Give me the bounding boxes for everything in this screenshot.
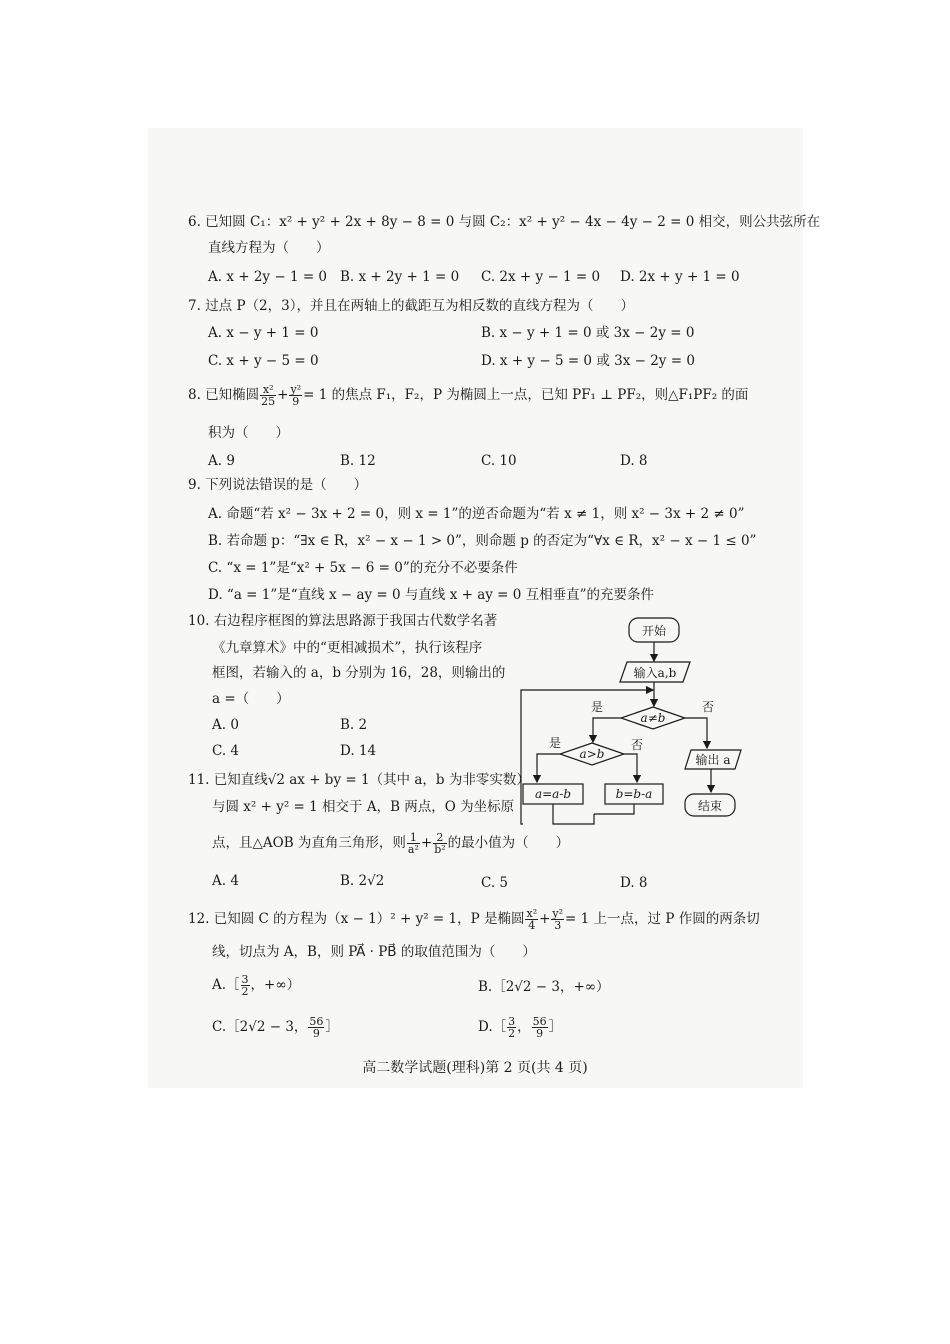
q7-stem: 7. 过点 P（2，3），并且在两轴上的截距互为相反数的直线方程为（ ） bbox=[188, 298, 634, 314]
start-label: 开始 bbox=[641, 624, 667, 638]
q10-option-a: A. 0 bbox=[212, 717, 239, 733]
q9-option-b: B. 若命题 p：“∃x ∈ R，x² − x − 1 > 0”，则命题 p 的否定为“∀x ∈ R，x² − x − 1 ≤ 0” bbox=[208, 533, 757, 549]
q12-stem-line1: 12. 已知圆 C 的方程为（x − 1）² + y² = 1，P 是椭圆 $\frac{\text{x²}}{4}$ + $\frac{\text{y²}}{3}$ = 1 上一点，过 P 作圆的两条切 bbox=[188, 907, 760, 932]
q6-stem-line2: 直线方程为（ ） bbox=[208, 240, 330, 256]
q10-stem-line1: 10. 右边程序框图的算法思路源于我国古代数学名著 bbox=[188, 613, 498, 629]
fraction-2-b2: $\frac{2}{\text{b²}}$ bbox=[434, 831, 446, 856]
fraction-1-a2: $\frac{1}{\text{a²}}$ bbox=[407, 831, 419, 856]
assign2-label: b=b-a bbox=[615, 787, 653, 801]
q12-option-d: D.［ $\frac{3}{2}$ ， $\frac{56}{9}$ ］ bbox=[478, 1015, 563, 1040]
q11-option-b: B. 2√2 bbox=[340, 873, 385, 889]
fraction-y2-3: $\frac{\text{y²}}{3}$ bbox=[552, 907, 564, 932]
fraction-x2-25: $\frac{\text{x²}}{25}$ bbox=[261, 383, 276, 408]
flowchart bbox=[515, 612, 745, 827]
end-label: 结束 bbox=[697, 799, 723, 813]
q9-option-c: C. “x = 1”是“x² + 5x − 6 = 0”的充分不必要条件 bbox=[208, 560, 518, 576]
q10-option-b: B. 2 bbox=[340, 717, 368, 733]
q10-stem-line4: a =（ ） bbox=[212, 691, 290, 707]
q10-stem-line2: 《九章算术》中的“更相减损术”，执行该程序 bbox=[212, 640, 483, 656]
q7-option-b: B. x − y + 1 = 0 或 3x − 2y = 0 bbox=[481, 325, 695, 341]
page-footer: 高二数学试题(理科)第 2 页(共 4 页) bbox=[362, 1060, 588, 1076]
q9-option-a: A. 命题“若 x² − 3x + 2 = 0，则 x = 1”的逆否命题为“若 x ≠ 1，则 x² − 3x + 2 ≠ 0” bbox=[208, 506, 745, 522]
q6-option-a: A. x + 2y − 1 = 0 bbox=[208, 269, 328, 285]
q10-option-c: C. 4 bbox=[212, 743, 240, 759]
cond1-yes-label: 是 bbox=[590, 700, 604, 714]
fraction-3-2: $\frac{3}{2}$ bbox=[508, 1015, 516, 1040]
q11-stem-line2: 与圆 x² + y² = 1 相交于 A，B 两点，O 为坐标原 bbox=[212, 799, 515, 815]
q10-stem-line3: 框图，若输入的 a，b 分别为 16，28，则输出的 bbox=[212, 665, 506, 681]
arrow-cond1-no bbox=[685, 718, 707, 748]
q8-option-b: B. 12 bbox=[340, 453, 376, 469]
q11-option-c: C. 5 bbox=[481, 875, 509, 891]
q7-option-d: D. x + y − 5 = 0 或 3x − 2y = 0 bbox=[481, 353, 695, 369]
q9-stem: 9. 下列说法错误的是（ ） bbox=[188, 477, 368, 493]
fraction-56-9: $\frac{56}{9}$ bbox=[532, 1015, 547, 1040]
cond1-no-label: 否 bbox=[701, 700, 715, 714]
cond2-no-label: 否 bbox=[630, 738, 644, 752]
q12-option-c: C.［2√2 − 3， $\frac{56}{9}$ ］ bbox=[212, 1015, 339, 1040]
q8-stem-line2: 积为（ ） bbox=[208, 425, 289, 441]
arrow-cond1-yes bbox=[593, 718, 621, 742]
fraction-3-2: $\frac{3}{2}$ bbox=[241, 973, 249, 998]
q11-stem-line1: 11. 已知直线√2 ax + by = 1（其中 a，b 为非零实数） bbox=[188, 772, 530, 788]
fraction-x2-4: $\frac{\text{x²}}{4}$ bbox=[526, 907, 538, 932]
assign1-label: a=a-b bbox=[534, 787, 572, 801]
q6-option-c: C. 2x + y − 1 = 0 bbox=[481, 269, 601, 285]
q6-option-b: B. x + 2y + 1 = 0 bbox=[340, 269, 460, 285]
q8-option-a: A. 9 bbox=[208, 453, 235, 469]
q8-option-c: C. 10 bbox=[481, 453, 517, 469]
loop-line-left bbox=[553, 804, 594, 824]
input-label: 输入a,b bbox=[633, 666, 677, 680]
q8-stem-line1: 8. 已知椭圆 $\frac{\text{x²}}{25}$ + $\frac{\text{y²}}{9}$ = 1 的焦点 F₁，F₂，P 为椭圆上一点，已知 PF₁ ⊥ PF₂，则△F₁PF₂ 的面 bbox=[188, 383, 749, 408]
q9-option-d: D. “a = 1”是“直线 x − ay = 0 与直线 x + ay = 0 互相垂直”的充要条件 bbox=[208, 587, 655, 603]
q7-option-c: C. x + y − 5 = 0 bbox=[208, 353, 319, 369]
cond2-yes-label: 是 bbox=[548, 736, 562, 750]
q11-stem-line3: 点，且△AOB 为直角三角形，则 $\frac{1}{\text{a²}}$ + $\frac{2}{\text{b²}}$ 的最小值为（ ） bbox=[212, 831, 570, 856]
q10-option-d: D. 14 bbox=[340, 743, 377, 759]
q7-option-a: A. x − y + 1 = 0 bbox=[208, 325, 319, 341]
output-label: 输出 a bbox=[695, 753, 731, 767]
q12-option-a: A.［ $\frac{3}{2}$ ，+∞） bbox=[212, 973, 301, 998]
q8-option-d: D. 8 bbox=[620, 453, 648, 469]
fraction-y2-9: $\frac{\text{y²}}{9}$ bbox=[290, 383, 302, 408]
fraction-56-9: $\frac{56}{9}$ bbox=[309, 1015, 324, 1040]
q11-option-d: D. 8 bbox=[620, 875, 648, 891]
q6-stem-line1: 6. 已知圆 C₁：x² + y² + 2x + 8y − 8 = 0 与圆 C₂：x² + y² − 4x − 4y − 2 = 0 相交，则公共弦所在 bbox=[188, 214, 821, 230]
q12-option-b: B.［2√2 − 3，+∞） bbox=[478, 979, 610, 995]
arrow-cond2-yes bbox=[537, 754, 560, 782]
cond2-label: a>b bbox=[579, 747, 605, 761]
q11-option-a: A. 4 bbox=[212, 873, 239, 889]
q12-stem-line2: 线，切点为 A，B，则 PA⃗ · PB⃗ 的取值范围为（ ） bbox=[212, 944, 536, 960]
arrow-cond2-no bbox=[624, 754, 637, 782]
cond1-label: a≠b bbox=[640, 711, 666, 725]
loop-line-right bbox=[594, 804, 634, 814]
q6-option-d: D. 2x + y + 1 = 0 bbox=[620, 269, 740, 285]
